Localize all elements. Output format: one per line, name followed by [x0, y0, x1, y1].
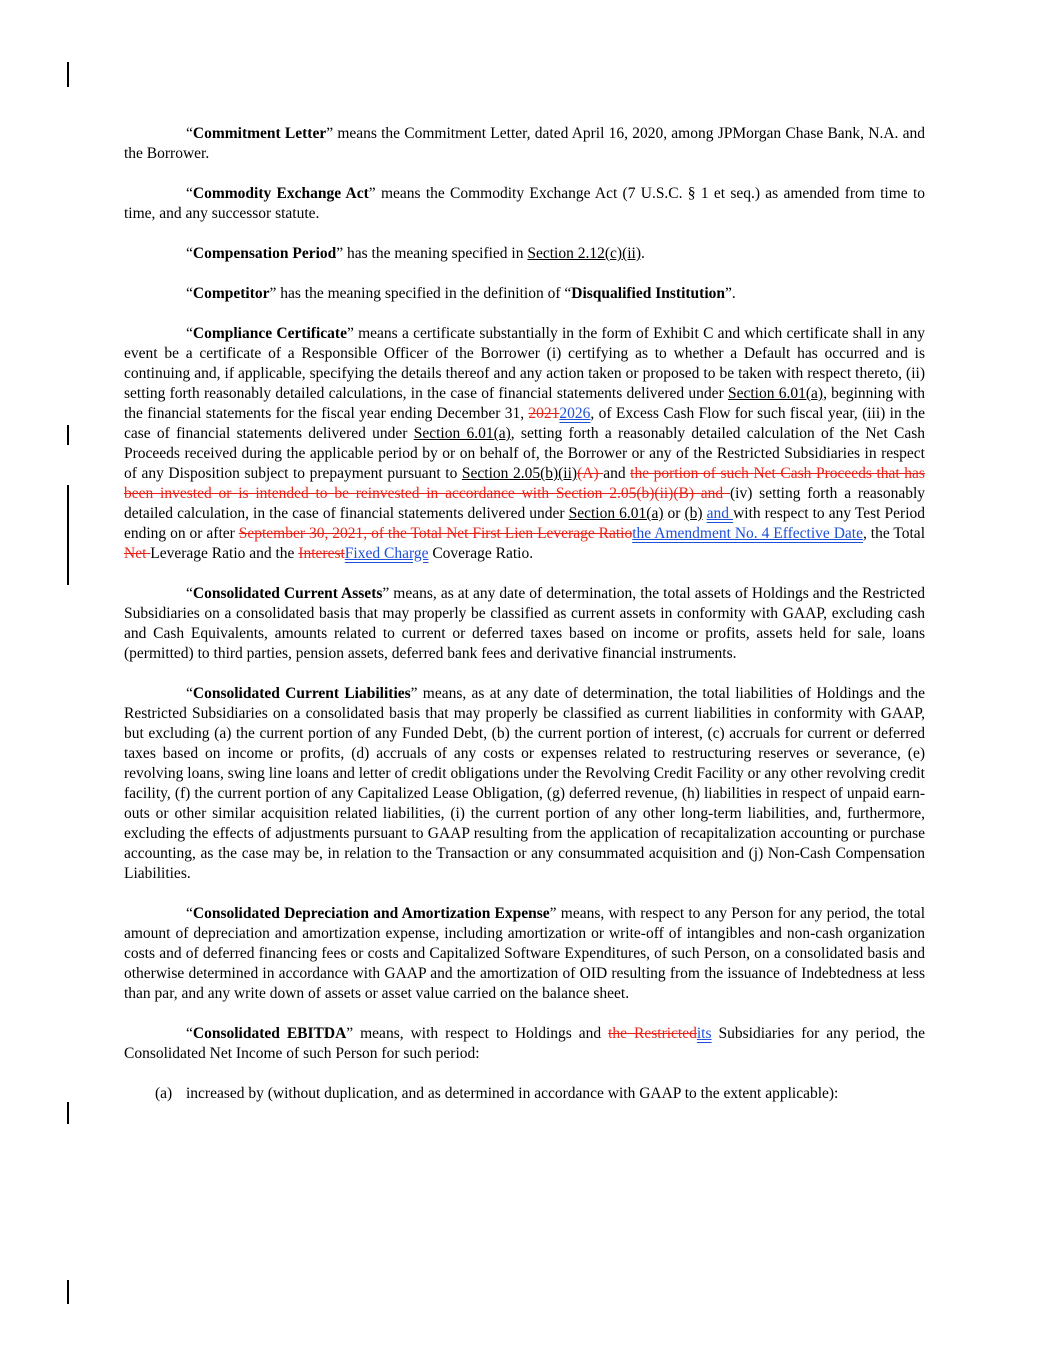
clause-label: (a) — [155, 1085, 173, 1102]
defined-term: Competitor — [192, 285, 270, 302]
change-bar — [67, 1102, 69, 1124]
section-reference: Section 6.01(a) — [727, 385, 824, 402]
clause-text: increased by (without duplication, and as determined in accordance with GAAP to the extent applicable): — [186, 1085, 839, 1102]
deleted-text: the Restricted — [608, 1025, 697, 1042]
defined-term: Consolidated EBITDA — [192, 1025, 347, 1042]
definition-consolidated-current-liabilities: “Consolidated Current Liabilities” means, as at any date of determination, the total liabilities of Holdings and the Restricted Subsidiaries on a consolidated basis that may properly be classified as current liabilities in conformity with GAAP, but excluding (a) the current portion of any Funded Debt, (b) the current portion of interest, (c) accruals for current or deferred taxes based on income or profits, (d) accruals of any costs or expenses related to restructuring reserves or severance, (e) revolving loans, swing line loans and letter of credit obligations under the Revolving Credit Facility or any other revolving credit facility, (f) the current portion of any Capitalized Lease Obligation, (g) deferred revenue, (h) liabilities in respect of unpaid earn-outs or other similar acquisition related liabilities, (i) the current portion of any other long-term liabilities, and, furthermore, excluding the effects of adjustments pursuant to GAAP resulting from the application of recapitalization accounting or purchase accounting, as the case may be, in relation to the Transaction or any consummated acquisition and (j) Non-Cash Compensation Liabilities. — [124, 685, 925, 882]
deleted-text: the portion of such Net Cash Proceeds that has been invested or is intended to be reinvested in accordance with Section 2.05(b)(ii)(B) and — [124, 465, 925, 502]
section-reference: Section 2.12(c)(ii) — [527, 245, 642, 262]
referenced-term: Disqualified Institution — [571, 285, 726, 302]
defined-term: Compensation Period — [192, 245, 337, 262]
change-bar — [67, 62, 69, 87]
definition-consolidated-da-expense: “Consolidated Depreciation and Amortization Expense” means, with respect to any Person for any period, the total amount of depreciation and amortization expense, including amortization or write-off of intangibles and non-cash organization costs and of deferred financing fees or costs and Capitalized Software Expenditures, of such Person, on a consolidated basis and otherwise determined in accordance with GAAP and the amortization of OID resulting from the issuance of Indebtedness at less than par, and any write down of assets or asset value carried on the balance sheet. — [124, 905, 925, 1002]
clause-a — [124, 1084, 925, 1104]
definition-consolidated-ebitda: “Consolidated EBITDA” means, with respect to Holdings and the Restrictedits Subsidiaries for any period, the Consolidated Net Income of such Person for such period: — [124, 1025, 925, 1062]
defined-term: Consolidated Current Liabilities — [192, 685, 411, 702]
definition-commitment-letter: “Commitment Letter” means the Commitment Letter, dated April 16, 2020, among JPMorgan Chase Bank, N.A. and the Borrower. — [124, 125, 925, 162]
defined-term: Commodity Exchange Act — [192, 185, 369, 202]
definition-commodity-exchange-act: “Commodity Exchange Act” means the Commodity Exchange Act (7 U.S.C. § 1 et seq.) as amended from time to time, and any successor statute. — [124, 185, 925, 222]
defined-term: Commitment Letter — [192, 125, 327, 142]
section-reference: (b) — [684, 505, 703, 522]
section-reference: Section 6.01(a) — [413, 425, 511, 442]
inserted-text: its — [696, 1025, 712, 1042]
inserted-text: Fixed Charge — [344, 545, 429, 562]
change-bar — [67, 425, 69, 445]
defined-term: Compliance Certificate — [192, 325, 347, 342]
section-reference: Section 6.01(a) — [568, 505, 664, 522]
definition-consolidated-current-assets: “Consolidated Current Assets” means, as at any date of determination, the total assets of Holdings and the Restricted Subsidiaries on a consolidated basis that may properly be classified as current assets in conformity with GAAP, excluding cash and Cash Equivalents, amounts related to current or deferred taxes based on income or profits, assets held for sale, loans (permitted) to third parties, pension assets, deferred bank fees and derivative financial instruments. — [124, 585, 925, 662]
inserted-text: the Amendment No. 4 Effective Date — [632, 525, 863, 542]
section-reference: Section 2.05(b)(ii) — [461, 465, 578, 482]
change-bar — [67, 1280, 69, 1304]
inserted-text: 2026 — [559, 405, 591, 422]
definition-compensation-period: “Compensation Period” has the meaning specified in Section 2.12(c)(ii). — [186, 245, 645, 262]
document-page — [124, 124, 925, 1104]
definition-competitor: “Competitor” has the meaning specified in the definition of “Disqualified Institution”. — [186, 285, 736, 302]
deleted-text: September 30, 2021, of the Total Net First Lien Leverage Ratio — [238, 525, 633, 542]
definition-compliance-certificate: “Compliance Certificate” means a certificate substantially in the form of Exhibit C and which certificate shall in any event be a certificate of a Responsible Officer of the Borrower (i) certifying as to whether a Default has occurred and is continuing and, if applicable, specifying the details thereof and any action taken or proposed to be taken with respect thereto, (ii) setting forth reasonably detailed calculations, in the case of financial statements delivered under Section 6.01(a), beginning with the financial statements for the fiscal year ending December 31, 20212026, of Excess Cash Flow for such fiscal year, (iii) in the case of financial statements delivered under Section 6.01(a), setting forth a reasonably detailed calculation of the Net Cash Proceeds received during the applicable period by or on behalf of, the Borrower or any of the Restricted Subsidiaries in respect of any Disposition subject to prepayment pursuant to Section 2.05(b)(ii)(A) and the portion of such Net Cash Proceeds that has been invested or is intended to be reinvested in accordance with Section 2.05(b)(ii)(B) and (iv) setting forth a reasonably detailed calculation, in the case of financial statements delivered under Section 6.01(a) or (b) and with respect to any Test Period ending on or after September 30, 2021, of the Total Net First Lien Leverage Ratiothe Amendment No. 4 Effective Date, the Total Net Leverage Ratio and the InterestFixed Charge Coverage Ratio. — [124, 325, 926, 562]
defined-term: Consolidated Depreciation and Amortization Expense — [192, 905, 550, 922]
deleted-text: 2021 — [528, 405, 560, 422]
change-bar — [67, 485, 69, 585]
inserted-text: and — [706, 505, 734, 522]
deleted-text: Net — [124, 545, 151, 562]
deleted-text: (A) — [577, 465, 604, 482]
deleted-text: Interest — [298, 545, 345, 562]
defined-term: Consolidated Current Assets — [192, 585, 383, 602]
